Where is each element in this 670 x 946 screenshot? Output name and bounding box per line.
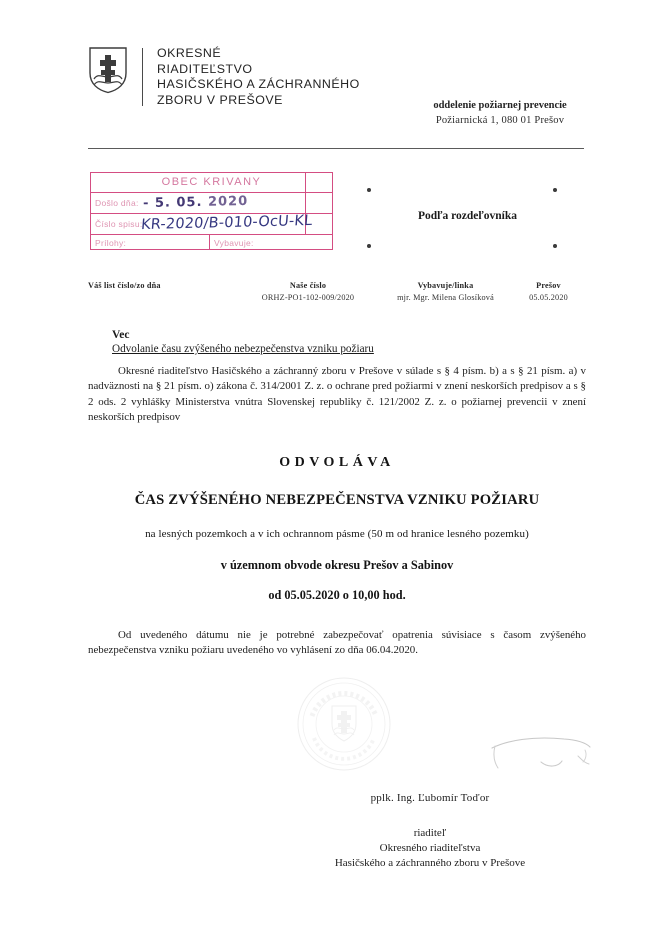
subject-text: Odvolanie času zvýšeného nebezpečenstva vzniku požiaru	[112, 343, 374, 355]
org-line-1: OKRESNÉ	[157, 46, 222, 60]
signature-block	[280, 792, 580, 871]
signatory-role-line-3: Hasičského a záchranného zboru v Prešove	[334, 857, 526, 869]
scope-line-3: od 05.05.2020 o 10,00 hod.	[268, 588, 406, 602]
signatory-role	[280, 826, 580, 871]
stamp-date-year: 2020	[207, 193, 249, 210]
org-line-3: HASIČSKÉHO A ZÁCHRANNÉHO	[157, 77, 360, 91]
signatory-role-line-1: riaditeľ	[413, 827, 447, 839]
recipient-text: Podľa rozdeľovníka	[417, 210, 518, 222]
recipient-dot-top-left	[367, 188, 371, 192]
stamp-label-file: Číslo spisu:	[95, 219, 143, 229]
round-embossed-seal-icon	[292, 676, 396, 772]
body-paragraph-2: Od uvedeného dátumu nie je potrebné zabezpečovať opatrenia súvisiace s časom zvýšeného nebezpečenstva vzniku požiaru uvedeného vo vyhlásení zo dňa 06.04.2020.	[88, 629, 586, 657]
declaration-headline: ČAS ZVÝŠENÉHO NEBEZPEČENSTVA VZNIKU POŽIARU	[134, 492, 540, 508]
stamp-footer-divider	[209, 235, 210, 249]
org-line-4: ZBORU V PREŠOVE	[157, 92, 283, 107]
stamp-label-handler: Vybavuje:	[214, 238, 254, 248]
stamp-municipality: OBEC KRIVANY	[161, 176, 262, 188]
reference-row	[88, 281, 584, 302]
reference-header-your-letter: Váš list číslo/zo dňa	[88, 281, 161, 290]
subject-label: Vec	[112, 329, 130, 341]
department-name: oddelenie požiarnej prevencie	[433, 100, 567, 111]
reference-col-our-number	[238, 281, 378, 302]
reference-value-handler: mjr. Mgr. Milena Glosíková	[397, 293, 494, 302]
letterhead-divider	[142, 48, 143, 106]
signatory-name: pplk. Ing. Ľubomír Toďor	[370, 792, 490, 804]
recipient-block	[355, 180, 580, 254]
org-line-2: RIADITEĽSTVO	[157, 61, 253, 76]
reference-header-handler: Vybavuje/linka	[417, 281, 474, 290]
scope-line-2: v územnom obvode okresu Prešov a Sabinov	[220, 558, 454, 572]
handwritten-signature-icon	[486, 726, 604, 788]
reference-col-place-date	[513, 281, 584, 302]
reference-header-our-number: Naše číslo	[289, 281, 327, 290]
stamp-label-attachments: Prílohy:	[95, 238, 127, 248]
reference-header-place: Prešov	[536, 281, 561, 290]
stamp-row-footer	[91, 235, 332, 251]
stamp-handwritten-file-number: KR-2020/B-010-OcU-KL	[140, 212, 313, 234]
recipient-dot-bottom-left	[367, 244, 371, 248]
reference-value-date: 05.05.2020	[529, 293, 568, 302]
declaration-verb: ODVOLÁVA	[279, 455, 395, 470]
subject-block	[112, 328, 374, 357]
stamp-handwritten-date	[143, 194, 248, 211]
signatory-role-line-2: Okresného riaditeľstva	[379, 842, 481, 854]
stamp-date-day: - 5. 05.	[142, 194, 203, 212]
department-address: Požiarnická 1, 080 01 Prešov	[435, 115, 565, 126]
header-rule	[88, 148, 584, 149]
reference-value-our-number: ORHZ-PO1-102-009/2020	[261, 293, 355, 302]
stamp-label-date: Došlo dňa:	[95, 198, 139, 208]
reference-col-your-letter	[88, 281, 238, 302]
reference-col-handler	[378, 281, 513, 302]
body-paragraph-1: Okresné riaditeľstvo Hasičského a záchranný zboru v Prešove v súlade s § 4 písm. b) a s § 21 písm. a) v nadväznosti na § 21 písm. o) zákona č. 314/2001 Z. z. o ochrane pred požiarmi v znení neskorších predpisov a s § 2 ods. 2 vyhlášky Ministerstva vnútra Slovenskej republiky č. 121/2002 Z. z. o požiarnej prevencii v znení neskorších predpisov	[88, 365, 586, 423]
letterhead	[88, 46, 360, 108]
recipient-dot-top-right	[553, 188, 557, 192]
organisation-name	[157, 46, 360, 108]
department-block	[400, 98, 600, 128]
scope-line-1: na lesných pozemkoch a v ich ochrannom pásme (50 m od hranice lesného pozemku)	[145, 528, 529, 540]
slovak-coat-of-arms-icon	[88, 46, 128, 94]
recipient-dot-bottom-right	[553, 244, 557, 248]
incoming-mail-stamp	[90, 172, 333, 250]
